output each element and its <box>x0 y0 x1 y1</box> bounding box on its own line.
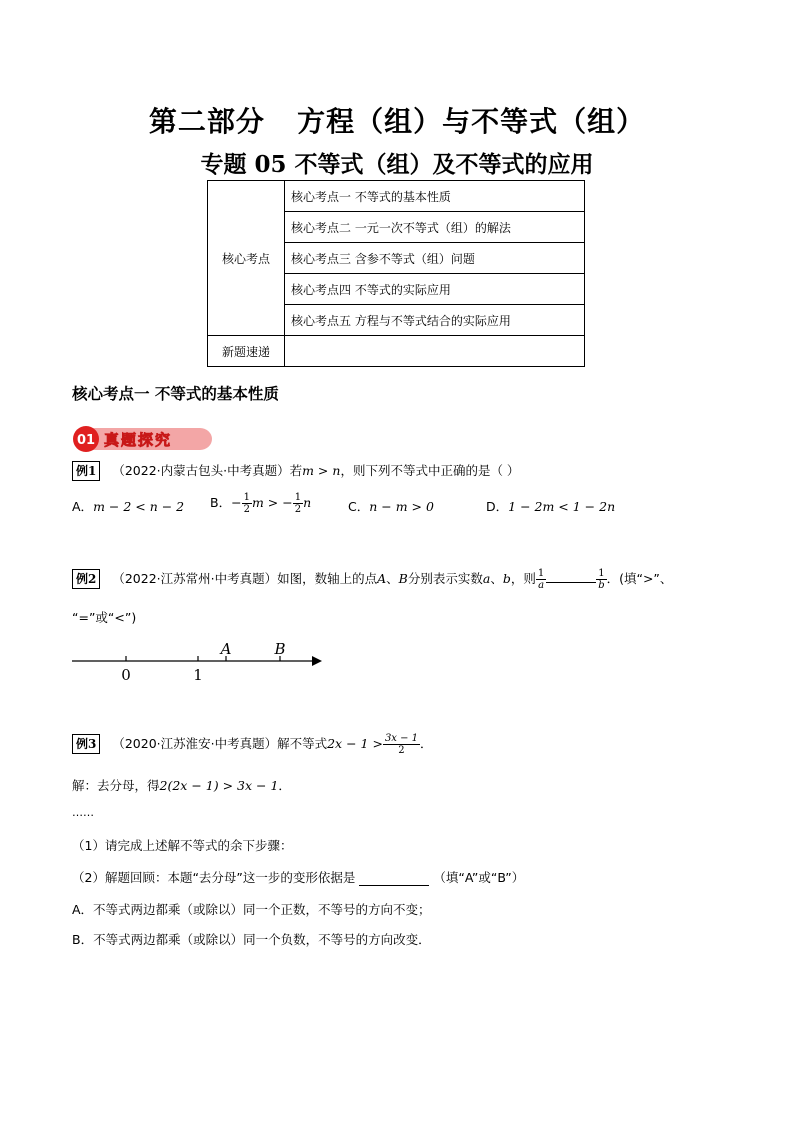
option-a-key: A． <box>72 499 94 514</box>
toc-table <box>207 180 585 367</box>
half-den: 2 <box>294 504 302 515</box>
frac-num: 1 <box>537 568 545 579</box>
label-point-a: A <box>220 640 232 658</box>
ex3-ineq-end: ． <box>420 736 433 751</box>
option-b-mid: m > − <box>251 495 293 510</box>
label-point-b: B <box>274 640 286 658</box>
ex1-label: 例1 <box>72 461 100 481</box>
ex2-sep-2: 、 <box>490 571 503 586</box>
toc-item-3: 核心考点三 含参不等式（组）问题 <box>285 243 585 274</box>
ex2-point-b: B <box>398 571 408 586</box>
toc-new-label: 新题速递 <box>208 336 285 367</box>
ex1-condition: m > n <box>302 463 341 478</box>
ex3-question <box>72 733 433 756</box>
ex2-frac-b <box>596 568 606 591</box>
frac-den-a: a <box>538 580 545 591</box>
half-num: 1 <box>243 492 250 503</box>
ex1-question <box>72 461 519 481</box>
toc-new-empty <box>285 336 585 367</box>
option-b-half-2 <box>293 492 303 515</box>
ex3-ineq-left: 2x − 1 > <box>327 736 383 751</box>
ex3-q2-answer-blank[interactable] <box>359 870 429 886</box>
option-d-text: 1 − 2m < 1 − 2n <box>508 499 616 514</box>
ineq-num: 3x − 1 <box>384 733 419 744</box>
option-b-key: B． <box>210 495 232 510</box>
frac-den-b: b <box>598 580 605 591</box>
ex1-option-c <box>348 497 434 515</box>
ex3-q2-suffix: （填“A”或“B”） <box>433 870 525 885</box>
ex2-answer-blank[interactable] <box>546 582 596 583</box>
toc-item-5: 核心考点五 方程与不等式结合的实际应用 <box>285 305 585 336</box>
axis-arrow <box>312 656 322 666</box>
section-banner <box>72 423 212 453</box>
ex2-sep: 、 <box>386 571 399 586</box>
option-b-post: n <box>303 495 312 510</box>
option-c-text: n − m > 0 <box>369 499 434 514</box>
toc-item-1: 核心考点一 不等式的基本性质 <box>285 181 585 212</box>
ex3-ellipsis: …… <box>72 806 94 819</box>
toc-item-4: 核心考点四 不等式的实际应用 <box>285 274 585 305</box>
ex3-q1: （1）请完成上述解不等式的余下步骤： <box>72 838 293 853</box>
ex3-source: （2020·江苏淮安·中考真题）解不等式 <box>112 736 328 751</box>
ex3-solution-prefix: 解：去分母，得 <box>72 778 160 793</box>
banner-text: 真题探究 <box>104 431 173 449</box>
topic-name: 不等式（组）及不等式的应用 <box>294 152 594 178</box>
ex2-text2: 分别表示实数 <box>407 571 483 586</box>
ex1-option-d <box>486 497 615 515</box>
ex3-q2-prefix: （2）解题回顾：本题“去分母”这一步的变形依据是 <box>72 870 356 885</box>
number-line <box>70 636 330 686</box>
option-a-text: m − 2 < n − 2 <box>93 499 185 514</box>
ex3-option-a: A．不等式两边都乘（或除以）同一个正数，不等号的方向不变； <box>72 902 431 917</box>
half-den: 2 <box>243 504 250 515</box>
ex3-option-b: B．不等式两边都乘（或除以）同一个负数，不等号的方向改变． <box>72 932 431 947</box>
topic-title <box>0 146 794 179</box>
option-b-minus: − <box>231 495 242 510</box>
label-zero: 0 <box>121 666 131 684</box>
ex2-frac-a <box>536 568 546 591</box>
ex2-var-a: a <box>482 571 491 586</box>
ex3-solution-expr: 2(2x − 1) > 3x − 1 <box>159 778 279 793</box>
ex3-solution-end: ． <box>278 778 291 793</box>
ex2-var-b: b <box>502 571 511 586</box>
ex2-text4: ．(填“>”、 <box>606 571 673 586</box>
toc-core-label: 核心考点 <box>208 181 285 336</box>
ex3-label: 例3 <box>72 734 100 754</box>
topic-number: 05 <box>254 151 287 178</box>
ex3-solution <box>72 776 291 794</box>
ex3-q2 <box>72 868 524 886</box>
ex1-source: （2022·内蒙古包头·中考真题）若 <box>112 463 303 478</box>
ex1-question-text: ，则下列不等式中正确的是（ ） <box>340 463 520 478</box>
option-d-key: D． <box>486 499 509 514</box>
part-title: 第二部分 方程（组）与不等式（组） <box>148 105 646 138</box>
frac-num: 1 <box>598 568 605 579</box>
section-title: 核心考点一 不等式的基本性质 <box>72 385 279 403</box>
ex2-text5: “=”或“<”) <box>72 610 137 625</box>
banner-number: 01 <box>76 433 96 448</box>
ex2-point-a: A <box>377 571 387 586</box>
option-c-key: C． <box>348 499 370 514</box>
topic-prefix: 专题 <box>200 152 247 178</box>
label-one: 1 <box>193 666 203 684</box>
ex2-text1: （2022·江苏常州·中考真题）如图，数轴上的点 <box>112 571 378 586</box>
ex2-label: 例2 <box>72 569 100 589</box>
ex3-ineq-frac <box>383 733 420 756</box>
toc-item-2: 核心考点二 一元一次不等式（组）的解法 <box>285 212 585 243</box>
ex1-option-b <box>210 492 311 515</box>
ineq-den: 2 <box>398 745 405 756</box>
ex2-question <box>72 568 672 591</box>
half-num: 1 <box>294 492 302 503</box>
ex1-option-a <box>72 497 184 515</box>
option-b-half-1 <box>242 492 252 515</box>
ex2-text3: ，则 <box>510 571 536 586</box>
